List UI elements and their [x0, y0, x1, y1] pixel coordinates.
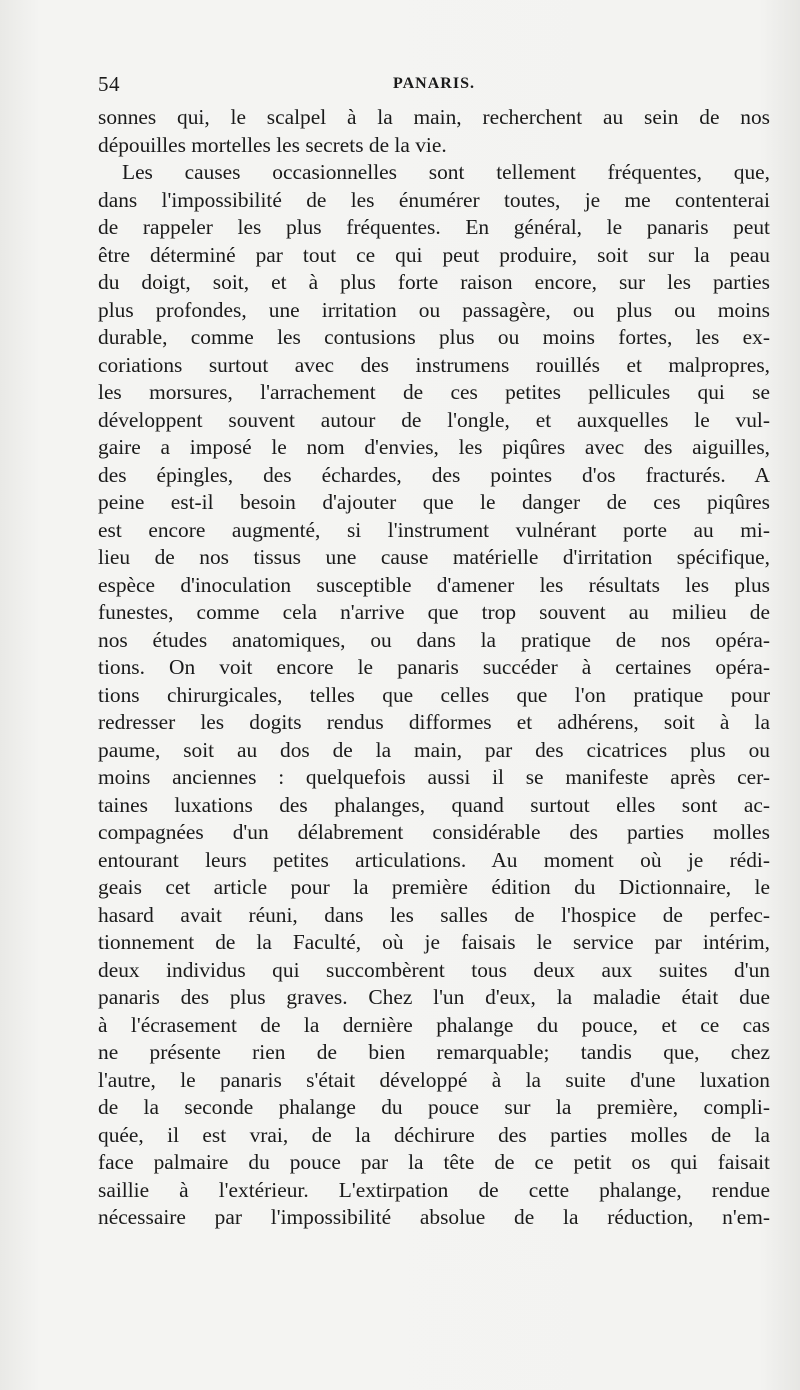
text-line: tions. On voit encore le panaris succéder à certaines opéra-: [98, 655, 770, 679]
text-line: tions chirurgicales, telles que celles que l'on pratique pour: [98, 682, 770, 707]
text-line: taines luxations des phalanges, quand surtout elles sont ac-: [98, 792, 770, 817]
text-line: ne présente rien de bien remarquable; tandis que, chez: [98, 1040, 770, 1064]
text-line: espèce d'inoculation susceptible d'amener les résultats les plus: [98, 572, 770, 597]
text-line: sonnes qui, le scalpel à la main, recherchent au sein de nos: [98, 105, 770, 129]
body-text: [98, 104, 770, 1232]
page-header: [98, 72, 770, 102]
text-line: Les causes occasionnelles sont tellement fréquentes, que,: [122, 160, 770, 184]
text-line: durable, comme les contusions plus ou moins fortes, les ex-: [98, 325, 770, 349]
text-line: les morsures, l'arrachement de ces petites pellicules qui se: [98, 380, 770, 404]
text-line: funestes, comme cela n'arrive que trop souvent au milieu de: [98, 600, 770, 624]
text-line: est encore augmenté, si l'instrument vulnérant porte au mi-: [98, 517, 770, 542]
text-line: entourant leurs petites articulations. Au moment où je rédi-: [98, 847, 770, 872]
text-line: peine est-il besoin d'ajouter que le danger de ces piqûres: [98, 490, 770, 514]
text-line: saillie à l'extérieur. L'extirpation de cette phalange, rendue: [98, 1177, 770, 1202]
text-line: compagnées d'un délabrement considérable des parties molles: [98, 820, 770, 844]
text-line: nécessaire par l'impossibilité absolue de la réduction, n'em-: [98, 1205, 770, 1229]
running-head: PANARIS.: [393, 75, 475, 92]
text-line: du doigt, soit, et à plus forte raison encore, sur les parties: [98, 270, 770, 294]
text-line: deux individus qui succombèrent tous deux aux suites d'un: [98, 957, 770, 982]
text-line: de rappeler les plus fréquentes. En général, le panaris peut: [98, 215, 770, 239]
text-line: panaris des plus graves. Chez l'un d'eux, la maladie était due: [98, 985, 770, 1009]
text-line: dans l'impossibilité de les énumérer toutes, je me contenterai: [98, 187, 770, 212]
text-line: gaire a imposé le nom d'envies, les piqûres avec des aiguilles,: [98, 435, 770, 459]
text-line: geais cet article pour la première édition du Dictionnaire, le: [98, 875, 770, 899]
text-line: hasard avait réuni, dans les salles de l'hospice de perfec-: [98, 902, 770, 927]
text-line: face palmaire du pouce par la tête de ce petit os qui faisait: [98, 1150, 770, 1174]
text-line: paume, soit au dos de la main, par des cicatrices plus ou: [98, 737, 770, 762]
text-line: lieu de nos tissus une cause matérielle d'irritation spécifique,: [98, 545, 770, 569]
text-line: redresser les dogits rendus difformes et adhérens, soit à la: [98, 710, 770, 734]
text-line: nos études anatomiques, ou dans la pratique de nos opéra-: [98, 627, 770, 652]
text-line: dépouilles mortelles les secrets de la vie.: [98, 132, 447, 157]
text-line: être déterminé par tout ce qui peut produire, soit sur la peau: [98, 242, 770, 267]
text-line: à l'écrasement de la dernière phalange du pouce, et ce cas: [98, 1012, 770, 1037]
text-line: de la seconde phalange du pouce sur la première, compli-: [98, 1095, 770, 1119]
text-line: moins anciennes : quelquefois aussi il se manifeste après cer-: [98, 765, 770, 789]
text-line: plus profondes, une irritation ou passagère, ou plus ou moins: [98, 297, 770, 322]
text-line: quée, il est vrai, de la déchirure des parties molles de la: [98, 1122, 770, 1147]
text-line: l'autre, le panaris s'était développé à la suite d'une luxation: [98, 1067, 770, 1092]
text-line: des épingles, des échardes, des pointes d'os fracturés. A: [98, 462, 770, 487]
text-line: développent souvent autour de l'ongle, et auxquelles le vul-: [98, 407, 770, 432]
page-number: 54: [98, 72, 120, 96]
text-line: tionnement de la Faculté, où je faisais le service par intérim,: [98, 930, 770, 954]
text-line: coriations surtout avec des instrumens rouillés et malpropres,: [98, 352, 770, 377]
